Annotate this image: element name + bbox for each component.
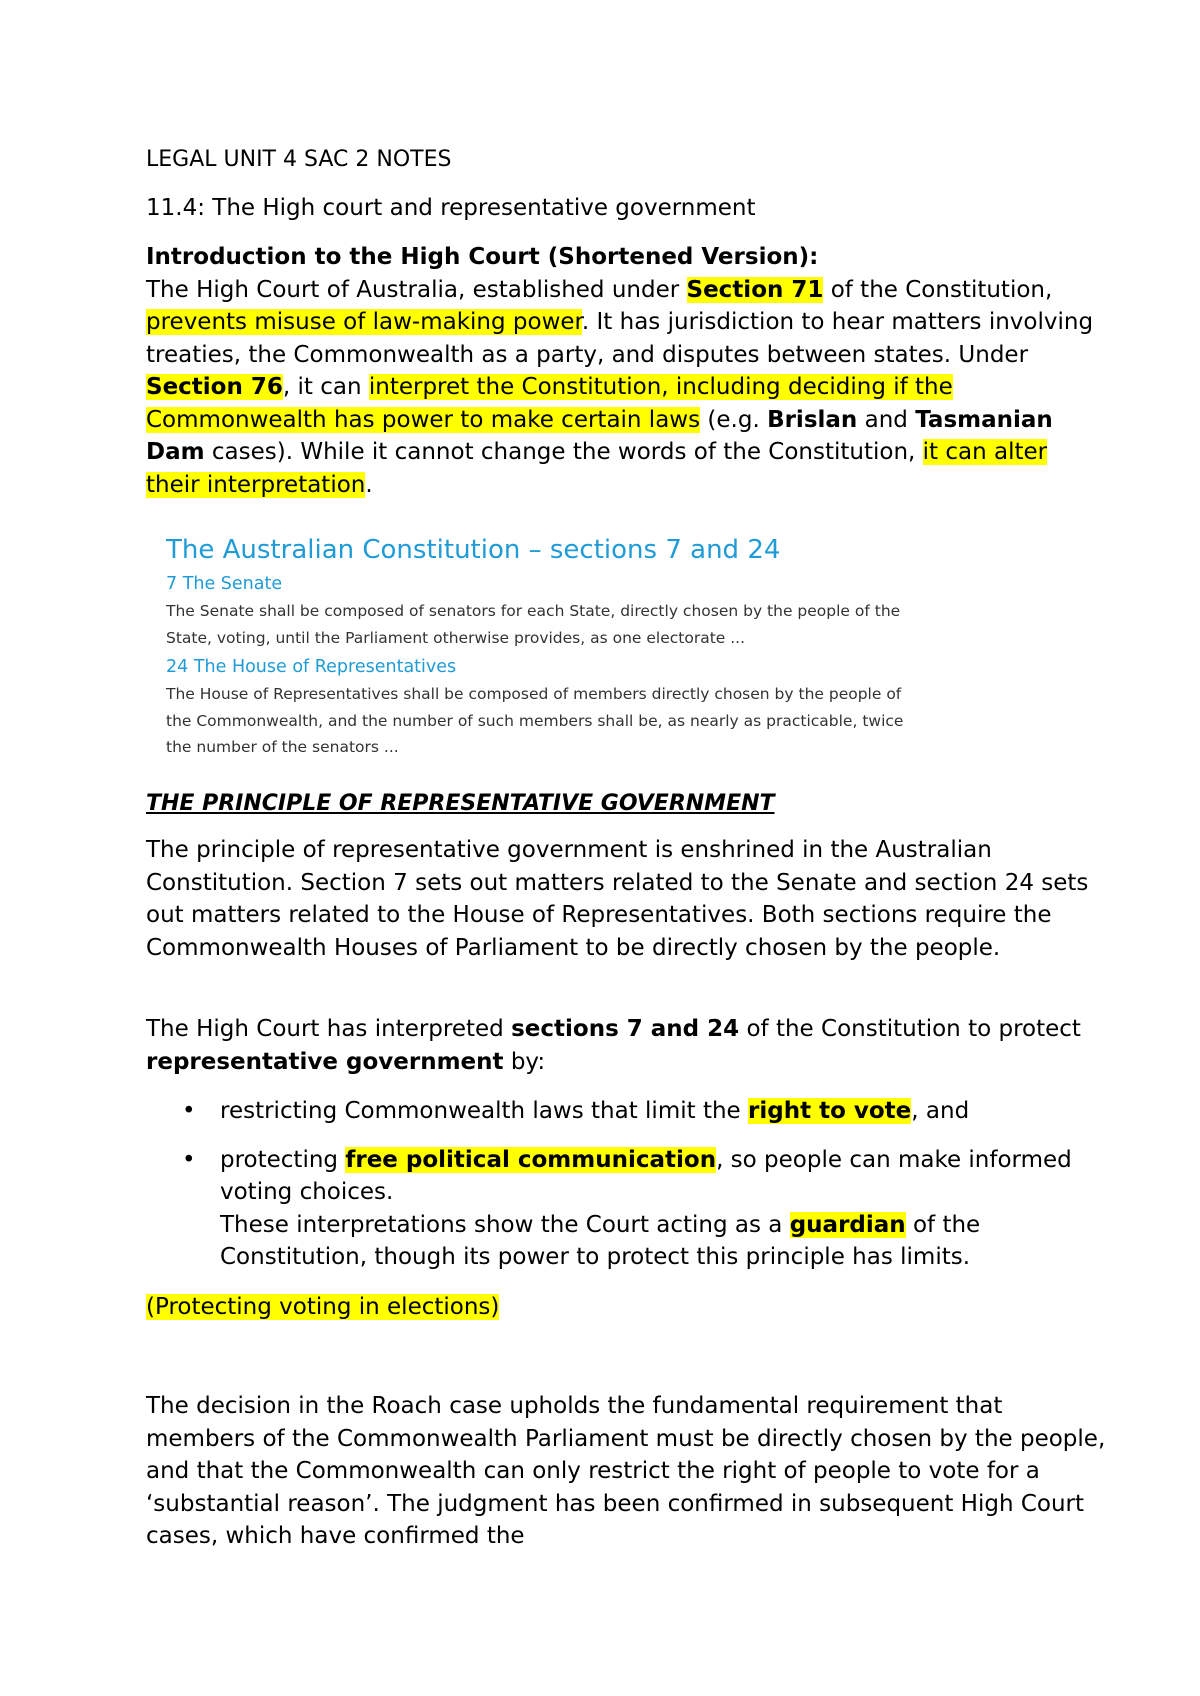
principle-heading: THE PRINCIPLE OF REPRESENTATIVE GOVERNMENT bbox=[146, 791, 775, 816]
constitution-excerpt-image bbox=[166, 532, 926, 761]
intro-text-8: . bbox=[365, 471, 373, 498]
intro-paragraph bbox=[146, 274, 1106, 502]
roach-paragraph bbox=[146, 1390, 1106, 1553]
bullet-item-political-communication bbox=[170, 1144, 1090, 1274]
bullet-marker: • bbox=[182, 1146, 196, 1173]
highlight-free-political-communication: free political communication bbox=[345, 1146, 717, 1173]
excerpt-section-7-text: The Senate shall be composed of senators for each State, directly chosen by the people of the State, voting, until the Parliament otherwise provides, as one electorate ... bbox=[166, 602, 901, 647]
intro-text-4: , it can bbox=[282, 374, 369, 400]
excerpt-section-24-text: The House of Representatives shall be composed of members directly chosen by the people of the Commonwealth, and the number of such members shall be, as nearly as practicable, twice the number of the senators ... bbox=[166, 685, 904, 756]
bullet-1-text-1: restricting Commonwealth laws that limit the bbox=[220, 1098, 749, 1124]
intro-text-7: cases). While it cannot change the words of the Constitution, bbox=[204, 439, 923, 465]
document-title: LEGAL UNIT 4 SAC 2 NOTES bbox=[146, 147, 452, 172]
highlight-protecting-voting: (Protecting voting in elections) bbox=[146, 1294, 500, 1320]
bold-sections-7-24: sections 7 and 24 bbox=[511, 1016, 740, 1042]
highlight-interpret-constitution: interpret the Constitution, including deciding if the Commonwealth has power to make certain laws bbox=[146, 374, 953, 433]
highlight-prevents-misuse: prevents misuse of law-making power bbox=[146, 309, 582, 335]
bullet-2-continuation bbox=[220, 1209, 1090, 1274]
highlight-right-to-vote: right to vote bbox=[748, 1098, 912, 1124]
bullet-item-right-to-vote bbox=[170, 1095, 1090, 1128]
bullet-2-text-1: protecting bbox=[220, 1146, 346, 1173]
interp-text-2: of the Constitution to protect bbox=[739, 1016, 1081, 1042]
interpretation-text bbox=[146, 1013, 1106, 1078]
interp-text-1: The High Court has interpreted bbox=[146, 1016, 512, 1042]
intro-text-3: . It has jurisdiction to hear matters involving treaties, the Commonwealth as a party, and disputes between states. Under bbox=[146, 309, 1094, 368]
case-tasmanian-dam: Tasmanian Dam bbox=[146, 406, 1053, 465]
highlight-section-71: Section 71 bbox=[686, 276, 824, 303]
bullet-list bbox=[170, 1095, 1090, 1290]
intro-text-5: (e.g. bbox=[700, 406, 768, 433]
intro-section bbox=[146, 241, 1106, 501]
intro-text-2: of the Constitution, bbox=[823, 276, 1053, 303]
intro-text-1: The High Court of Australia, established under bbox=[146, 276, 687, 303]
interpretation-paragraph bbox=[146, 1013, 1106, 1078]
excerpt-section-7-heading: 7 The Senate bbox=[166, 574, 283, 594]
highlight-section-76: Section 76 bbox=[146, 374, 283, 400]
bullet-2-text-3: These interpretations show the Court acting as a bbox=[220, 1211, 790, 1238]
intro-heading: Introduction to the High Court (Shortened Version): bbox=[146, 244, 819, 270]
bullet-marker: • bbox=[182, 1098, 196, 1124]
principle-text: The principle of representative government is enshrined in the Australian Constitution. Section 7 sets out matters related to the Senate and section 24 sets out matters related to the House of Representatives. Both sections require the Commonwealth Houses of Parliament to be directly chosen by the people. bbox=[146, 837, 1089, 961]
section-subtitle: 11.4: The High court and representative government bbox=[146, 195, 756, 221]
case-brislan: Brislan bbox=[767, 406, 858, 433]
roach-text: The decision in the Roach case upholds the fundamental requirement that members of the Commonwealth Parliament must be directly chosen by the people, and that the Commonwealth can only restrict the right of people to vote for a ‘substantial reason’. The judgment has been confirmed in subsequent High Court cases, which have confirmed the bbox=[146, 1393, 1106, 1549]
excerpt-section-24-heading: 24 The House of Representatives bbox=[166, 657, 457, 677]
bold-representative-government: representative government bbox=[146, 1048, 504, 1075]
bullet-1-text-2: , and bbox=[911, 1098, 970, 1124]
protecting-voting-heading bbox=[146, 1291, 499, 1323]
bullet-2-text-2: , so people can make informed voting choices. bbox=[220, 1146, 1072, 1205]
intro-text-6: and bbox=[857, 406, 916, 433]
highlight-guardian: guardian bbox=[789, 1211, 906, 1238]
highlight-alter-interpretation: it can alter their interpretation bbox=[146, 439, 1048, 498]
excerpt-title: The Australian Constitution – sections 7 and 24 bbox=[166, 535, 781, 565]
bullet-2-text-4: of the Constitution, though its power to protect this principle has limits. bbox=[220, 1211, 981, 1270]
interp-text-3: by: bbox=[503, 1048, 546, 1075]
principle-paragraph bbox=[146, 834, 1106, 964]
